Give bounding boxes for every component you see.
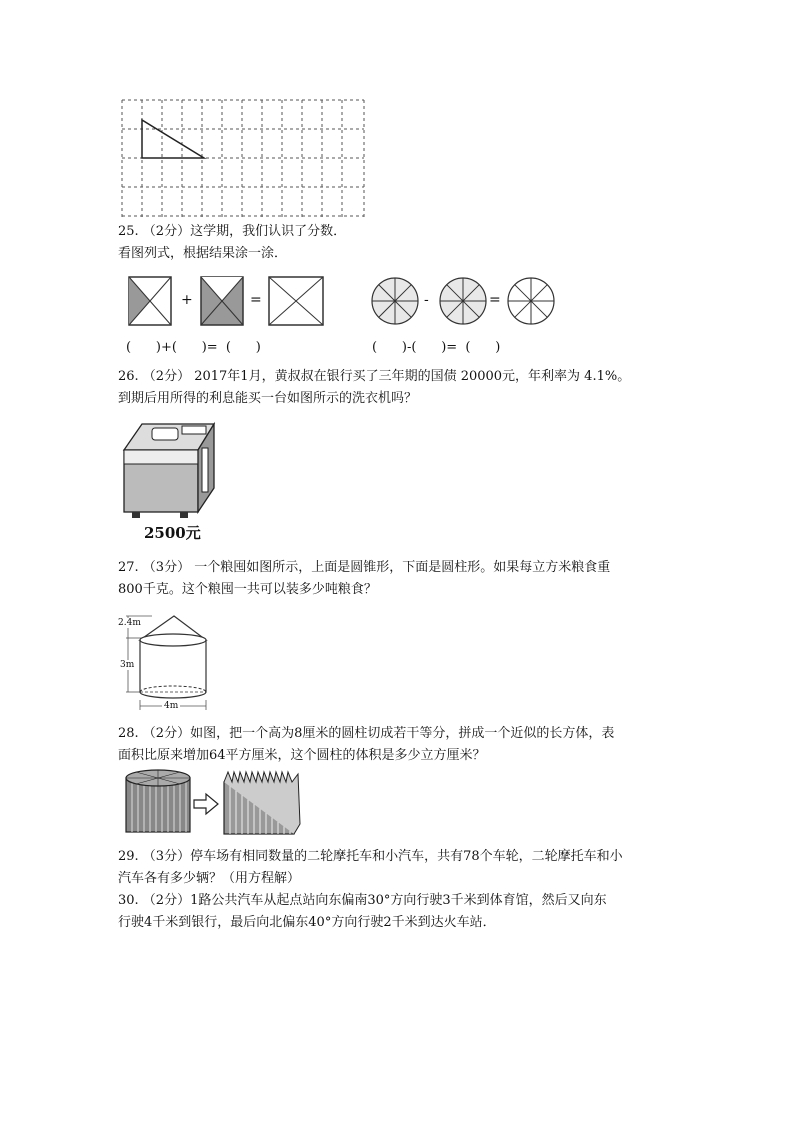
q30-line1: 30. （2分）1路公共汽车从起点站向东偏南30°方向行驶3千米到体育馆，然后又向东 xyxy=(118,893,607,908)
washing-machine-icon xyxy=(118,418,218,522)
cone-height-label: 2.4m xyxy=(118,618,141,628)
equals-sign-1: = xyxy=(250,292,262,308)
minus-sign: - xyxy=(424,292,429,308)
square-fraction-3 xyxy=(268,276,324,326)
circle-fraction-1 xyxy=(370,275,420,327)
q29-line2: 汽车各有多少辆？（用方程解） xyxy=(118,871,301,886)
q29-line1: 29. （3分）停车场有相同数量的二轮摩托车和小汽车，共有78个车轮，二轮摩托车和小 xyxy=(118,849,623,864)
q26-line1: 26. （2分） 2017年1月，黄叔叔在银行买了三年期的国债 20000元，年利率为 4.1%。 xyxy=(118,369,631,384)
equals-sign-2: = xyxy=(489,292,501,308)
q26-line2: 到期后用所得的利息能买一台如图所示的洗衣机吗？ xyxy=(118,391,418,406)
q28-line1: 28. （2分）如图，把一个高为8厘米的圆柱切成若干等分，拼成一个近似的长方体，表 xyxy=(118,726,615,741)
square-fraction-2 xyxy=(200,276,244,326)
plus-sign: + xyxy=(181,292,193,308)
q25-line2: 看图列式，根据结果涂一涂． xyxy=(118,246,288,261)
q28-line2: 面积比原来增加64平方厘米，这个圆柱的体积是多少立方厘米？ xyxy=(118,748,486,763)
circle-fraction-3 xyxy=(506,275,556,327)
circle-fraction-2 xyxy=(438,275,488,327)
answer-blanks-left: ( )+( )= ( ) xyxy=(126,340,261,355)
triangle-shape xyxy=(142,120,204,158)
q27-line2: 800千克。这个粮囤一共可以装多少吨粮食？ xyxy=(118,582,377,597)
grid-triangle-figure xyxy=(120,98,366,220)
q30-line2: 行驶4千米到银行，最后向北偏东40°方向行驶2千米到达火车站． xyxy=(118,915,496,930)
square-fraction-1 xyxy=(128,276,172,326)
answer-blanks-right: ( )-( )= ( ) xyxy=(372,340,501,355)
cylinder-height-label: 3m xyxy=(120,660,135,670)
diameter-label: 4m xyxy=(164,701,179,711)
cylinder-cut-figure xyxy=(124,768,304,840)
q27-line1: 27. （3分） 一个粮囤如图所示，上面是圆锥形，下面是圆柱形。如果每立方米粮食重 xyxy=(118,560,611,575)
q25-line1: 25. （2分）这学期，我们认识了分数． xyxy=(118,224,347,239)
price-label: 2500元 xyxy=(144,524,201,542)
